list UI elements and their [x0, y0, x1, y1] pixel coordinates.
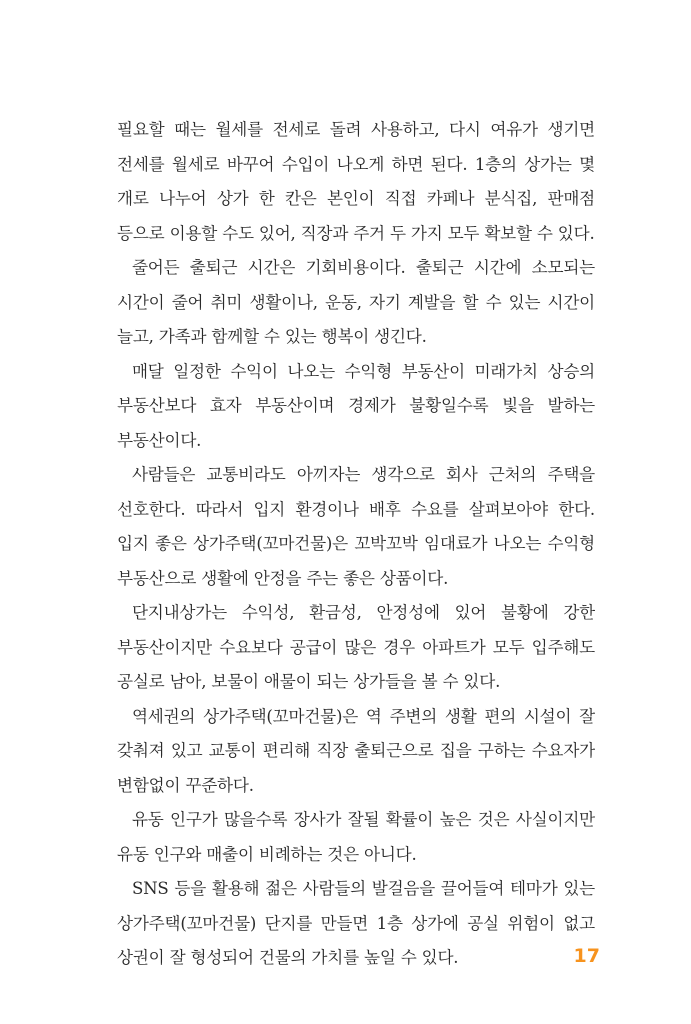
paragraph-5: 단지내상가는 수익성, 환금성, 안정성에 있어 불황에 강한 부동산이지만 수요보다 공급이 많은 경우 아파트가 모두 입주해도 공실로 남아, 보물이 애물이 되는 상가들을 볼 수 있다. — [117, 603, 595, 691]
paragraph-7: 유동 인구가 많을수록 장사가 잘될 확률이 높은 것은 사실이지만 유동 인구와 매출이 비례하는 것은 아니다. — [117, 810, 595, 864]
paragraph-8: SNS 등을 활용해 젊은 사람들의 발걸음을 끌어들여 테마가 있는 상가주택(꼬마건물) 단지를 만들면 1층 상가에 공실 위험이 없고 상권이 잘 형성되어 건물의 가치를 높일 수 있다. — [117, 879, 595, 967]
paragraph-4: 사람들은 교통비라도 아끼자는 생각으로 회사 근처의 주택을 선호한다. 따라서 입지 환경이나 배후 수요를 살펴보아야 한다. 입지 좋은 상가주택(꼬마건물)은 꼬박꼬박 임대료가 나오는 수익형 부동산으로 생활에 안정을 주는 좋은 상품이다. — [117, 465, 595, 588]
body-text — [117, 113, 595, 976]
paragraph-1: 필요할 때는 월세를 전세로 돌려 사용하고, 다시 여유가 생기면 전세를 월세로 바꾸어 수입이 나오게 하면 된다. 1층의 상가는 몇 개로 나누어 상가 한 칸은 본인이 직접 카페나 분식집, 판매점 등으로 이용할 수도 있어, 직장과 주거 두 가지 모두 확보할 수 있다. — [117, 120, 595, 243]
page-number: 17 — [573, 945, 600, 967]
paragraph-3: 매달 일정한 수익이 나오는 수익형 부동산이 미래가치 상승의 부동산보다 효자 부동산이며 경제가 불황일수록 빛을 발하는 부동산이다. — [117, 361, 595, 450]
paragraph-6: 역세권의 상가주택(꼬마건물)은 역 주변의 생활 편의 시설이 잘 갖춰져 있고 교통이 편리해 직장 출퇴근으로 집을 구하는 수요자가 변함없이 꾸준하다. — [117, 706, 595, 795]
paragraph-2: 줄어든 출퇴근 시간은 기회비용이다. 출퇴근 시간에 소모되는 시간이 줄어 취미 생활이나, 운동, 자기 계발을 할 수 있는 시간이 늘고, 가족과 함께할 수 있는 행복이 생긴다. — [117, 258, 595, 346]
